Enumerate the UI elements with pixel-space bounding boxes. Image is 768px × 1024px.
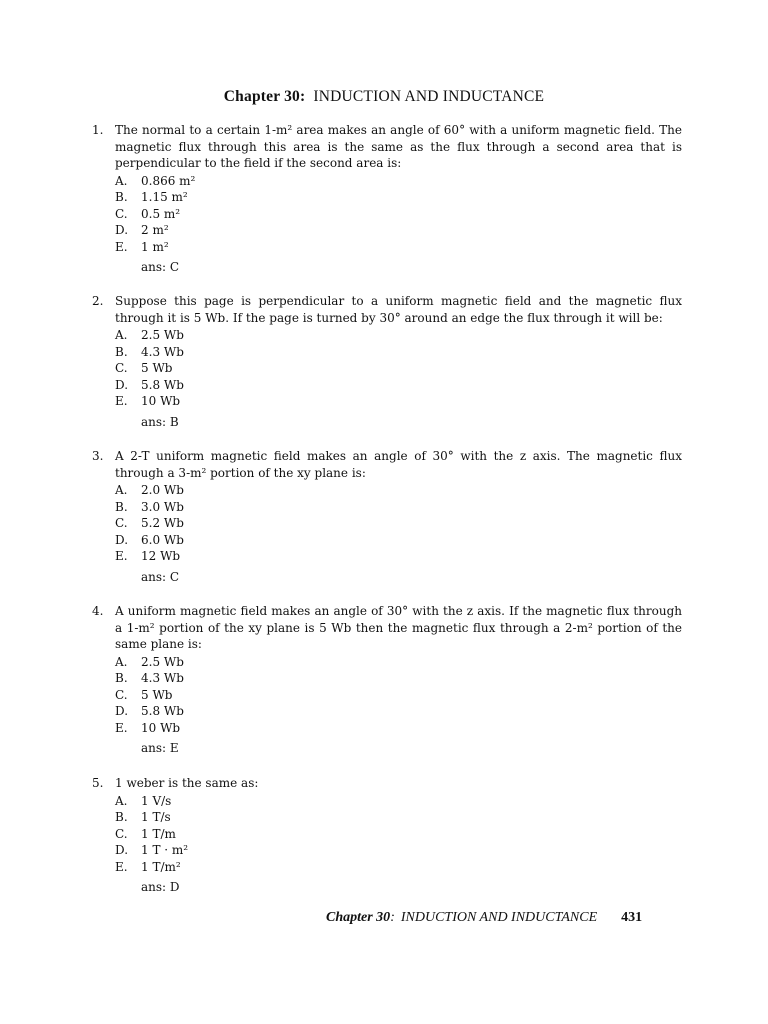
question-5 xyxy=(92,775,682,896)
option-letter: D. xyxy=(115,223,129,237)
question-1 xyxy=(92,122,682,276)
option-e xyxy=(115,548,682,565)
option-text: 1 m² xyxy=(141,239,169,254)
question-number: 3. xyxy=(92,449,104,463)
option-c xyxy=(115,826,682,843)
question-3 xyxy=(92,448,682,585)
option-a xyxy=(115,482,682,499)
option-letter: E. xyxy=(115,239,128,254)
footer-chapter-name: INDUCTION AND INDUCTANCE xyxy=(400,910,598,925)
option-d xyxy=(115,532,682,549)
chapter-title xyxy=(0,88,768,106)
option-a xyxy=(115,793,682,810)
option-letter: A. xyxy=(115,483,128,497)
chapter-label: Chapter 30: xyxy=(223,88,306,105)
option-b xyxy=(115,670,682,687)
option-text: 1.15 m² xyxy=(141,190,188,204)
option-letter: E. xyxy=(115,549,128,563)
option-letter: C. xyxy=(115,516,128,530)
option-b xyxy=(115,499,682,516)
question-stem: A uniform magnetic field makes an angle of 30° with the z axis. If the magnetic flux through a 1-m² portion of the xy plane is 5 Wb then the magnetic flux through a 2-m² portion of the same plane is: xyxy=(115,604,682,651)
answer: ans: C xyxy=(141,260,180,274)
option-letter: C. xyxy=(115,687,128,702)
option-letter: B. xyxy=(115,499,128,514)
option-text: 5 Wb xyxy=(141,687,173,702)
option-b xyxy=(115,809,682,826)
option-text: 12 Wb xyxy=(141,549,181,563)
option-text: 4.3 Wb xyxy=(141,671,184,685)
question-number: 2. xyxy=(92,294,104,308)
option-text: 2 m² xyxy=(141,223,169,237)
option-letter: A. xyxy=(115,173,128,188)
option-text: 5.8 Wb xyxy=(141,377,184,392)
options-list xyxy=(115,327,682,410)
option-d xyxy=(115,703,682,720)
question-number: 5. xyxy=(92,776,104,790)
page-footer xyxy=(326,910,642,926)
question-stem: A 2-T uniform magnetic field makes an angle of 30° with the z axis. The magnetic flux through a 3-m² portion of the xy plane is: xyxy=(115,449,682,480)
question-stem: Suppose this page is perpendicular to a uniform magnetic field and the magnetic flux through it is 5 Wb. If the page is turned by 30° around an edge the flux through it will be: xyxy=(115,294,682,325)
answer: ans: C xyxy=(141,569,180,584)
answer: ans: B xyxy=(141,414,179,429)
option-text: 0.866 m² xyxy=(141,173,196,188)
option-text: 2.0 Wb xyxy=(141,483,184,497)
option-c xyxy=(115,687,682,704)
option-letter: B. xyxy=(115,671,128,685)
option-text: 1 T/s xyxy=(141,810,171,824)
option-b xyxy=(115,189,682,206)
option-letter: C. xyxy=(115,361,128,375)
question-2 xyxy=(92,293,682,430)
option-letter: B. xyxy=(115,810,128,824)
option-text: 2.5 Wb xyxy=(141,328,184,342)
option-text: 1 T/m² xyxy=(141,859,181,874)
option-text: 1 V/s xyxy=(141,793,172,808)
option-c xyxy=(115,515,682,532)
chapter-name: INDUCTION AND INDUCTANCE xyxy=(313,88,545,105)
option-letter: D. xyxy=(115,377,129,392)
options-list xyxy=(115,793,682,876)
options-list xyxy=(115,482,682,565)
option-text: 1 T/m xyxy=(141,826,176,841)
option-e xyxy=(115,239,682,256)
option-text: 3.0 Wb xyxy=(141,499,184,514)
option-text: 0.5 m² xyxy=(141,206,181,221)
option-text: 5 Wb xyxy=(141,361,173,375)
option-text: 5.2 Wb xyxy=(141,516,184,530)
option-text: 10 Wb xyxy=(141,720,181,735)
option-b xyxy=(115,344,682,361)
option-letter: B. xyxy=(115,344,128,359)
option-a xyxy=(115,654,682,671)
option-text: 10 Wb xyxy=(141,394,181,408)
option-letter: E. xyxy=(115,720,128,735)
option-letter: A. xyxy=(115,654,128,669)
option-text: 1 T · m² xyxy=(141,843,189,857)
option-letter: E. xyxy=(115,394,128,408)
option-letter: B. xyxy=(115,190,128,204)
question-number: 1. xyxy=(92,123,104,137)
option-a xyxy=(115,173,682,190)
footer-separator: : xyxy=(390,910,395,925)
option-e xyxy=(115,720,682,737)
option-text: 6.0 Wb xyxy=(141,532,184,547)
option-text: 4.3 Wb xyxy=(141,344,184,359)
options-list xyxy=(115,173,682,256)
question-4 xyxy=(92,603,682,757)
question-stem: The normal to a certain 1-m² area makes an angle of 60° with a uniform magnetic field. The magnetic flux through this area is the same as the flux through a second area that is perpendicular to the field if the second area is: xyxy=(115,123,682,170)
option-d xyxy=(115,377,682,394)
answer: ans: D xyxy=(141,880,180,894)
option-letter: E. xyxy=(115,859,128,874)
option-letter: A. xyxy=(115,328,128,342)
option-letter: D. xyxy=(115,704,129,718)
option-text: 5.8 Wb xyxy=(141,704,184,718)
option-letter: A. xyxy=(115,793,128,808)
page-number: 431 xyxy=(621,910,643,925)
option-letter: C. xyxy=(115,826,128,841)
option-text: 2.5 Wb xyxy=(141,654,184,669)
option-c xyxy=(115,360,682,377)
option-d xyxy=(115,842,682,859)
options-list xyxy=(115,654,682,737)
option-e xyxy=(115,859,682,876)
option-c xyxy=(115,206,682,223)
question-stem: 1 weber is the same as: xyxy=(115,776,259,790)
question-number: 4. xyxy=(92,604,104,618)
option-letter: D. xyxy=(115,843,129,857)
option-e xyxy=(115,393,682,410)
answer: ans: E xyxy=(141,741,179,755)
option-d xyxy=(115,222,682,239)
option-letter: D. xyxy=(115,532,129,547)
option-a xyxy=(115,327,682,344)
footer-chapter-label: Chapter 30 xyxy=(326,910,391,925)
option-letter: C. xyxy=(115,206,128,221)
